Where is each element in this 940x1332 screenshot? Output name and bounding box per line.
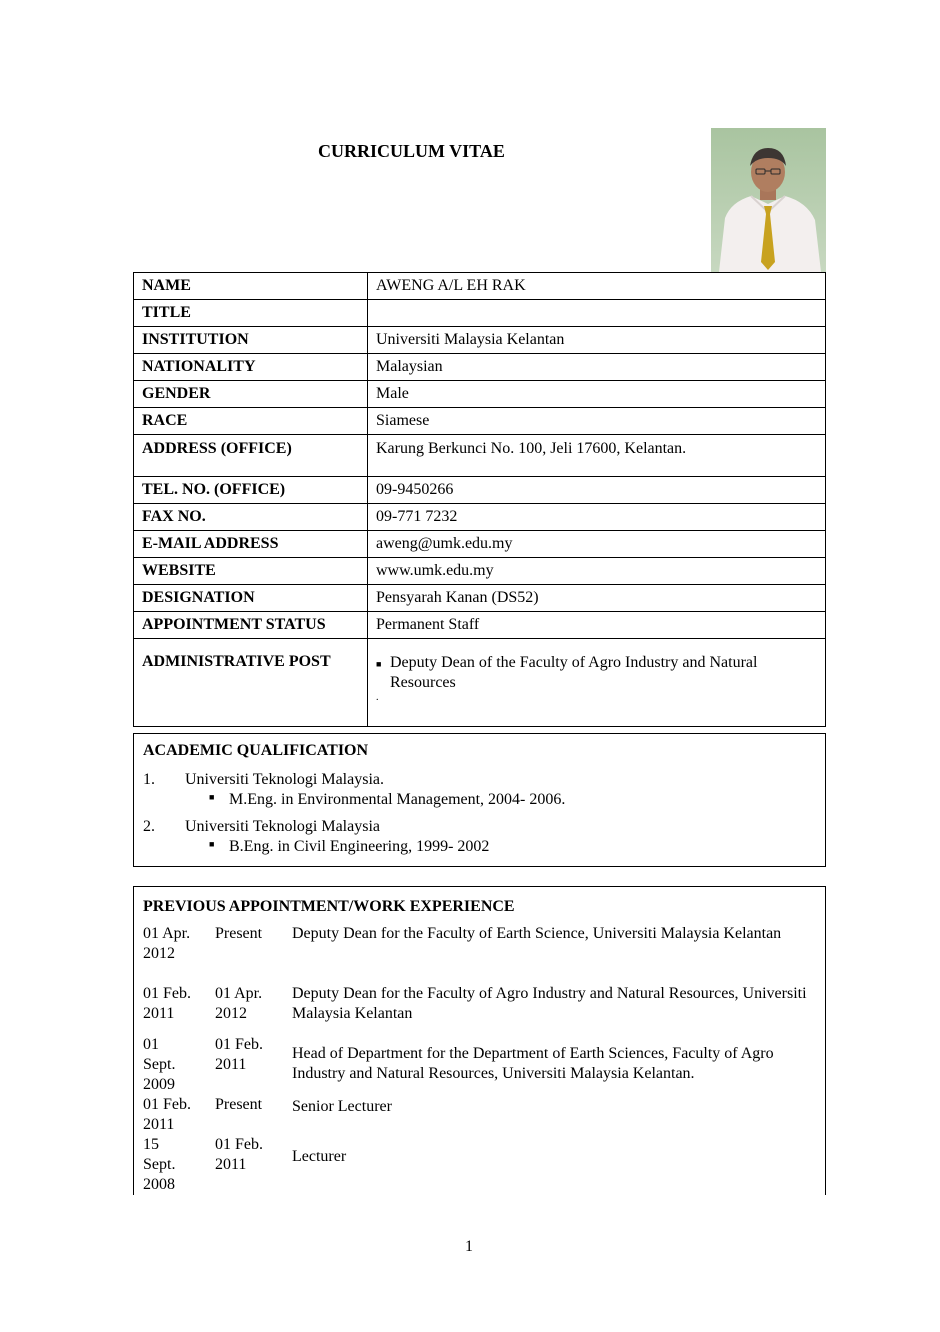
work-from: 01 Apr. 2012 bbox=[143, 925, 191, 962]
info-value: 09-771 7232 bbox=[368, 504, 826, 531]
info-row-appointment-status bbox=[134, 612, 826, 639]
work-from: 01 Feb. 2011 bbox=[143, 985, 191, 1022]
info-label: DESIGNATION bbox=[134, 585, 368, 612]
info-row-name bbox=[134, 273, 826, 300]
work-description: Lecturer bbox=[292, 1148, 347, 1165]
info-row-title bbox=[134, 300, 826, 327]
work-from: 01 Sept. 2009 bbox=[143, 1036, 176, 1093]
info-value bbox=[368, 639, 826, 727]
work-experience-box bbox=[133, 886, 826, 1195]
info-row-address bbox=[134, 435, 826, 477]
work-to: Present bbox=[215, 1096, 263, 1113]
work-description: Senior Lecturer bbox=[292, 1098, 392, 1115]
square-bullet-icon: ■ bbox=[209, 792, 215, 802]
info-value: Siamese bbox=[368, 408, 826, 435]
info-label: ADMINISTRATIVE POST bbox=[134, 639, 368, 727]
info-value: Pensyarah Kanan (DS52) bbox=[368, 585, 826, 612]
work-description: Head of Department for the Department of Earth Sciences, Faculty of Agro Industry and Natural Resources, Universiti Malaysia Kelantan. bbox=[292, 1045, 774, 1082]
work-description: Deputy Dean for the Faculty of Agro Industry and Natural Resources, Universiti Malaysia Kelantan bbox=[292, 985, 807, 1022]
personal-info-table bbox=[133, 272, 826, 727]
info-value bbox=[368, 300, 826, 327]
info-row-tel bbox=[134, 477, 826, 504]
info-value: Permanent Staff bbox=[368, 612, 826, 639]
section-heading: PREVIOUS APPOINTMENT/WORK EXPERIENCE bbox=[143, 898, 515, 915]
info-row-email bbox=[134, 531, 826, 558]
degree-text: M.Eng. in Environmental Management, 2004- 2006. bbox=[229, 791, 566, 808]
info-label: TEL. NO. (OFFICE) bbox=[134, 477, 368, 504]
info-value: Karung Berkunci No. 100, Jeli 17600, Kelantan. bbox=[368, 435, 826, 477]
info-value: 09-9450266 bbox=[368, 477, 826, 504]
work-to: 01 Apr. 2012 bbox=[215, 985, 263, 1022]
info-row-website bbox=[134, 558, 826, 585]
info-label: GENDER bbox=[134, 381, 368, 408]
square-bullet-icon: ■ bbox=[209, 839, 215, 849]
info-row-designation bbox=[134, 585, 826, 612]
work-to: Present bbox=[215, 925, 263, 942]
info-label: NAME bbox=[134, 273, 368, 300]
admin-post-text: Deputy Dean of the Faculty of Agro Industry and Natural Resources bbox=[390, 654, 758, 691]
degree-text: B.Eng. in Civil Engineering, 1999- 2002 bbox=[229, 838, 490, 855]
info-label: FAX NO. bbox=[134, 504, 368, 531]
document-title: CURRICULUM VITAE bbox=[318, 141, 505, 161]
degree-line bbox=[209, 838, 489, 856]
info-label: ADDRESS (OFFICE) bbox=[134, 435, 368, 477]
academic-qualification-box bbox=[133, 733, 826, 867]
institution-name: Universiti Teknologi Malaysia bbox=[185, 818, 380, 835]
work-to: 01 Feb. 2011 bbox=[215, 1036, 263, 1073]
info-label: INSTITUTION bbox=[134, 327, 368, 354]
info-label: NATIONALITY bbox=[134, 354, 368, 381]
work-from: 01 Feb. 2011 bbox=[143, 1096, 191, 1133]
info-label: APPOINTMENT STATUS bbox=[134, 612, 368, 639]
info-label: WEBSITE bbox=[134, 558, 368, 585]
section-heading: ACADEMIC QUALIFICATION bbox=[143, 742, 369, 759]
trailing-mark: . bbox=[376, 692, 379, 703]
info-label: RACE bbox=[134, 408, 368, 435]
info-value: www.umk.edu.my bbox=[368, 558, 826, 585]
info-value: Universiti Malaysia Kelantan bbox=[368, 327, 826, 354]
square-bullet-icon: ■ bbox=[376, 659, 382, 669]
page-number: 1 bbox=[465, 1238, 473, 1255]
info-row-fax bbox=[134, 504, 826, 531]
info-value: AWENG A/L EH RAK bbox=[368, 273, 826, 300]
info-row-gender bbox=[134, 381, 826, 408]
item-number: 2. bbox=[143, 818, 155, 835]
info-row-institution bbox=[134, 327, 826, 354]
info-value: aweng@umk.edu.my bbox=[368, 531, 826, 558]
info-row-race bbox=[134, 408, 826, 435]
item-number: 1. bbox=[143, 771, 155, 788]
portrait-photo bbox=[711, 128, 826, 272]
info-label: E-MAIL ADDRESS bbox=[134, 531, 368, 558]
work-description: Deputy Dean for the Faculty of Earth Science, Universiti Malaysia Kelantan bbox=[292, 925, 782, 942]
info-row-administrative-post bbox=[134, 639, 826, 727]
info-row-nationality bbox=[134, 354, 826, 381]
info-value: Malaysian bbox=[368, 354, 826, 381]
admin-post-item bbox=[376, 653, 817, 693]
institution-name: Universiti Teknologi Malaysia. bbox=[185, 771, 384, 788]
info-label: TITLE bbox=[134, 300, 368, 327]
info-value: Male bbox=[368, 381, 826, 408]
work-from: 15 Sept. 2008 bbox=[143, 1136, 176, 1193]
degree-line bbox=[209, 791, 565, 809]
work-to: 01 Feb. 2011 bbox=[215, 1136, 263, 1173]
